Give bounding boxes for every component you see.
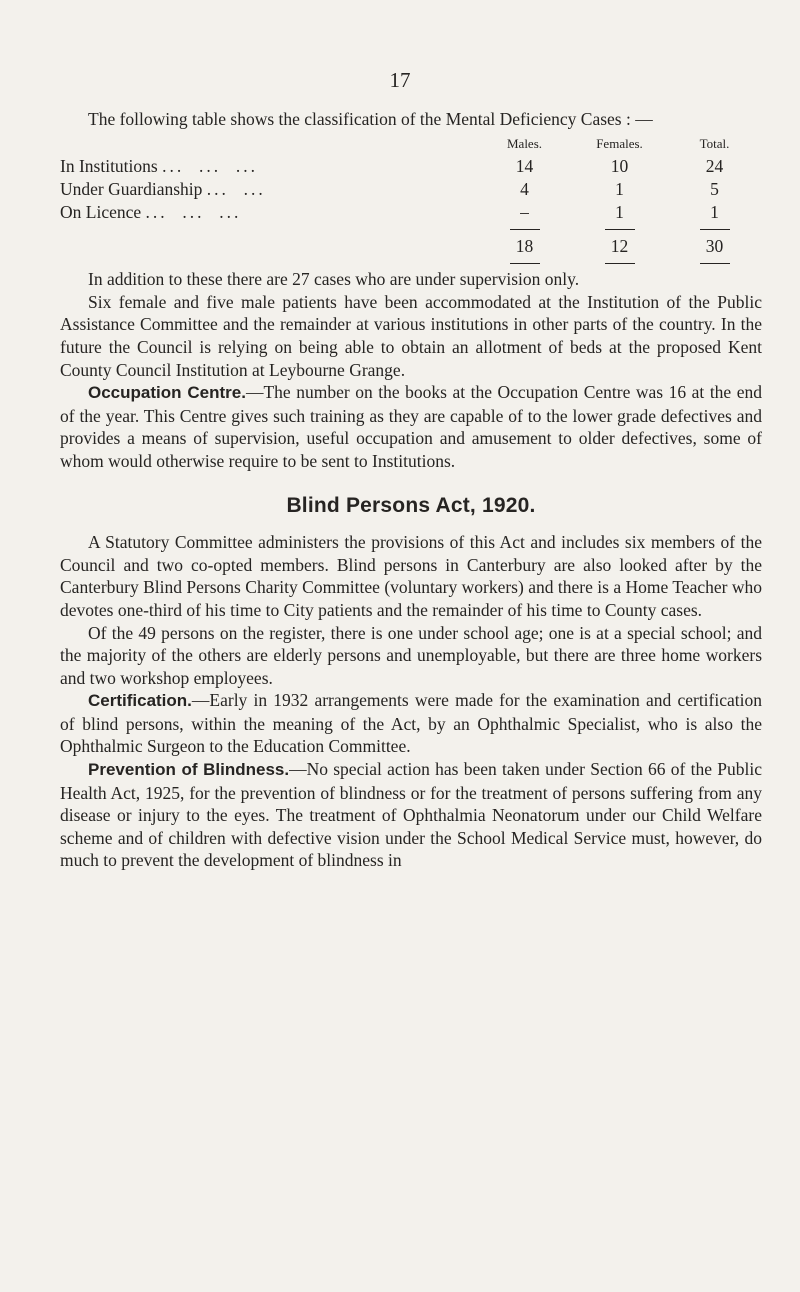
cell-total: 24: [705, 156, 724, 177]
table-row: In Institutions ... ... ... 14 10 24: [60, 155, 762, 178]
table-rule-row: [60, 224, 762, 234]
certification-title: Certification.: [88, 691, 192, 711]
row-label: In Institutions: [60, 156, 158, 177]
register-paragraph: Of the 49 persons on the register, there is one under school age; one is at a special school; and the majority of the others are elderly persons and unemployable, but there are three home workers and two workshop employees.: [60, 622, 762, 688]
total-males: 18: [515, 235, 534, 256]
cell-males: 14: [515, 156, 534, 177]
cell-females: 1: [615, 202, 624, 223]
table-rule-row: [60, 258, 762, 268]
accommodation-paragraph: Six female and five male patients have been accommodated at the Institution of the Public Assistance Committee and the remainder at various institutions in other parts of the country. In the future the Council is relying on being able to obtain an allotment of beds at the proposed Kent County Council Institution at Leybourne Grange.: [60, 291, 762, 380]
table-totals-row: [60, 234, 762, 258]
occupation-text: —The number on the books at the Occupation Centre was 16 at the end of the year. This Centre gives such training as they are capable of to the lower grade defectives and provides a means of supervision, useful occupation and amusement to older defectives, some of whom would otherwise require to be sent to Institutions.: [60, 382, 762, 471]
page-content: [60, 108, 762, 872]
mental-deficiency-table: [60, 133, 762, 269]
rule-line: [605, 229, 635, 230]
row-label: Under Guardianship: [60, 179, 203, 200]
cell-males: 4: [520, 179, 529, 200]
certification-text: —Early in 1932 arrangements were made for the examination and certification of blind persons, within the meaning of the Act, by an Ophthalmic Specialist, who is also the Ophthalmic Surgeon to the Education Committee.: [60, 690, 762, 757]
cell-females: 10: [610, 156, 629, 177]
blind-persons-heading: Blind Persons Act, 1920.: [286, 493, 536, 517]
supervision-paragraph: In addition to these there are 27 cases who are under supervision only.: [88, 269, 580, 290]
table-row: Under Guardianship ... ... 4 1 5: [60, 178, 762, 201]
rule-line: [510, 263, 540, 264]
occupation-paragraph: [60, 381, 762, 472]
row-label: On Licence: [60, 202, 142, 223]
rule-line: [605, 263, 635, 264]
total-females: 12: [610, 235, 629, 256]
rule-line: [510, 229, 540, 230]
cell-females: 1: [615, 179, 624, 200]
header-total: Total.: [699, 135, 730, 151]
page-number: 17: [389, 68, 411, 92]
cell-total: 5: [710, 179, 719, 200]
table-row: On Licence ... ... ... – 1 1: [60, 201, 762, 224]
cell-total: 1: [710, 202, 719, 223]
table-header-row: [60, 133, 762, 156]
statutory-paragraph: A Statutory Committee administers the provisions of this Act and includes six members of the Council and two co-opted members. Blind persons in Canterbury are also looked after by the Canterbury Blind Persons Charity Committee (voluntary workers) and there is a Home Teacher who devotes one-third of his time to City patients and the remainder of his time to County cases.: [60, 532, 762, 620]
rule-line: [700, 263, 730, 264]
header-females: Females.: [596, 135, 643, 151]
occupation-title: Occupation Centre.: [88, 383, 246, 403]
rule-line: [700, 229, 730, 230]
prevention-text: —No special action has been taken under Section 66 of the Public Health Act, 1925, for the prevention of blindness or for the treatment of persons suffering from any disease or injury to the eyes. The treatment of Ophthalmia Neonatorum under our Child Welfare scheme and of children with defective vision under the School Medical Service must, however, do much to prevent the development of blindness in: [60, 759, 762, 871]
total-total: 30: [705, 235, 724, 256]
cell-males: –: [520, 202, 529, 223]
header-males: Males.: [506, 135, 543, 151]
prevention-paragraph: [60, 758, 762, 872]
intro-paragraph: The following table shows the classification of the Mental Deficiency Cases : —: [88, 109, 653, 129]
prevention-title: Prevention of Blindness.: [88, 760, 290, 780]
certification-paragraph: [60, 689, 762, 758]
